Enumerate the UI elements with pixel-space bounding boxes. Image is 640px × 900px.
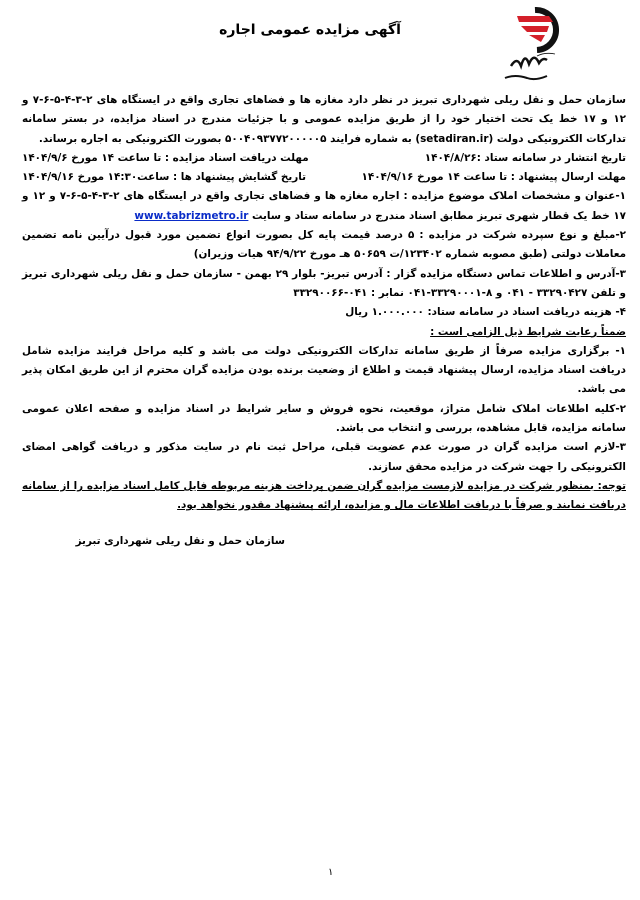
note-paragraph: توجه: بمنظور شرکت در مزایده لازمست مزایده گران ضمن پرداخت هزینه مربوطه فایل کامل اسناد مزایده را از سامانه دریافت نمایند و صرفاً با دریافت اطلاعات مال و مزایده، ارائه پیشنهاد مقدور نخواهد بود. [22, 479, 626, 512]
logo-emblem-icon [497, 4, 573, 84]
dates-row-1 [22, 149, 626, 168]
dates-row-2 [22, 168, 626, 187]
condition-2: ۲-کلیه اطلاعات املاک شامل متراژ، موقعیت، نحوه فروش و سایر شرایط در اسناد مزایده و صفحه اعلان عمومی سامانه مزایده، قابل مشاهده، بررسی و انتخاب می باشد. [22, 402, 626, 435]
bid-deadline: مهلت ارسال پیشنهاد : تا ساعت ۱۴ مورخ ۱۴۰۴/۹/۱۶ [361, 171, 626, 184]
opening-date: تاریخ گشایش پیشنهاد ها : ساعت۱۴:۳۰ مورخ ۱۴۰۴/۹/۱۶ [22, 171, 307, 184]
document-deadline: مهلت دریافت اسناد مزایده : تا ساعت ۱۴ مورخ ۱۴۰۴/۹/۶ [22, 151, 309, 164]
item-3: ۳-آدرس و اطلاعات تماس دستگاه مزایده گزار : آدرس تبریز- بلوار ۲۹ بهمن - سازمان حمل و نقل ریلی شهرداری تبریز و تلفن ۳۳۲۹۰۴۲۷ - ۰۴۱ و ۸-۳۳۲۹۰۰۰۱-۰۴۱ نمابر : ۰۴۱-۳۳۲۹۰۰۶۶ [22, 267, 626, 299]
item-4: ۴- هزینه دریافت اسناد در سامانه ستاد: ۱.۰۰۰.۰۰۰ ریال [345, 306, 626, 319]
signature: سازمان حمل و نقل ریلی شهرداری تبریز [75, 535, 285, 547]
item-1-text: ۱-عنوان و مشخصات املاک موضوع مزایده : اجاره مغازه ها و فضاهای تجاری واقع در ایستگاه های ۲-۳-۴-۵-۶-۷ و ۱۲ و ۱۷ خط یک قطار شهری تبریز مطابق اسناد مندرج در سامانه ستاد و سایت [22, 190, 626, 222]
page-title: آگهی مزایده عمومی اجاره [219, 22, 401, 38]
item-2: ۲-مبلغ و نوع سپرده شرکت در مزایده : ۵ درصد قیمت پایه کل بصورت انواع تضمین مورد قبول درآیین نامه تضمین معاملات دولتی (طبق مصوبه شماره ۱۲۳۴۰۲/ت ۵۰۶۵۹ هـ مورخ ۹۴/۹/۲۲ هیات وزیران) [22, 229, 626, 261]
intro-paragraph: سازمان حمل و نقل ریلی شهرداری تبریز در نظر دارد مغازه ها و فضاهای تجاری واقع در ایستگاه های ۲-۳-۴-۵-۶-۷ و ۱۲ و ۱۷ خط یک تحت اختیار خود را از طریق مزایده عمومی و با جزئیات مندرج در اسناد مزایده، در بستر سامانه تدارکات الکترونیکی دولت (setadiran.ir) به شماره فرایند ۵۰۰۴۰۹۳۷۷۲۰۰۰۰۰۵ بصورت الکترونیکی به اجاره برساند. [22, 94, 626, 145]
condition-3: ۳-لازم است مزایده گران در صورت عدم عضویت قبلی، مراحل ثبت نام در سایت مذکور و دریافت گواهی امضای الکترونیکی را جهت شرکت در مزایده محقق سازند. [22, 441, 626, 473]
publish-date: تاریخ انتشار در سامانه ستاد :۱۴۰۴/۸/۲۶ [424, 151, 626, 164]
tabrizmetro-link[interactable]: www.tabrizmetro.ir [134, 209, 249, 222]
condition-1: ۱- برگزاری مزایده صرفاً از طریق سامانه تدارکات الکترونیکی دولت می باشد و کلیه مراحل فرایند مزایده شامل دریافت اسناد مزایده، ارسال پیشنهاد قیمت و اطلاع از وضعیت برنده بودن مزایده گران محترم از این طریق امکان پذیر می باشد. [22, 344, 626, 396]
organization-logo [497, 4, 573, 84]
page-number: ۱ [328, 867, 334, 878]
document-body [22, 91, 626, 516]
conditions-heading: ضمناً رعایت شرایط ذیل الزامی است : [430, 325, 626, 338]
item-1 [22, 187, 626, 226]
